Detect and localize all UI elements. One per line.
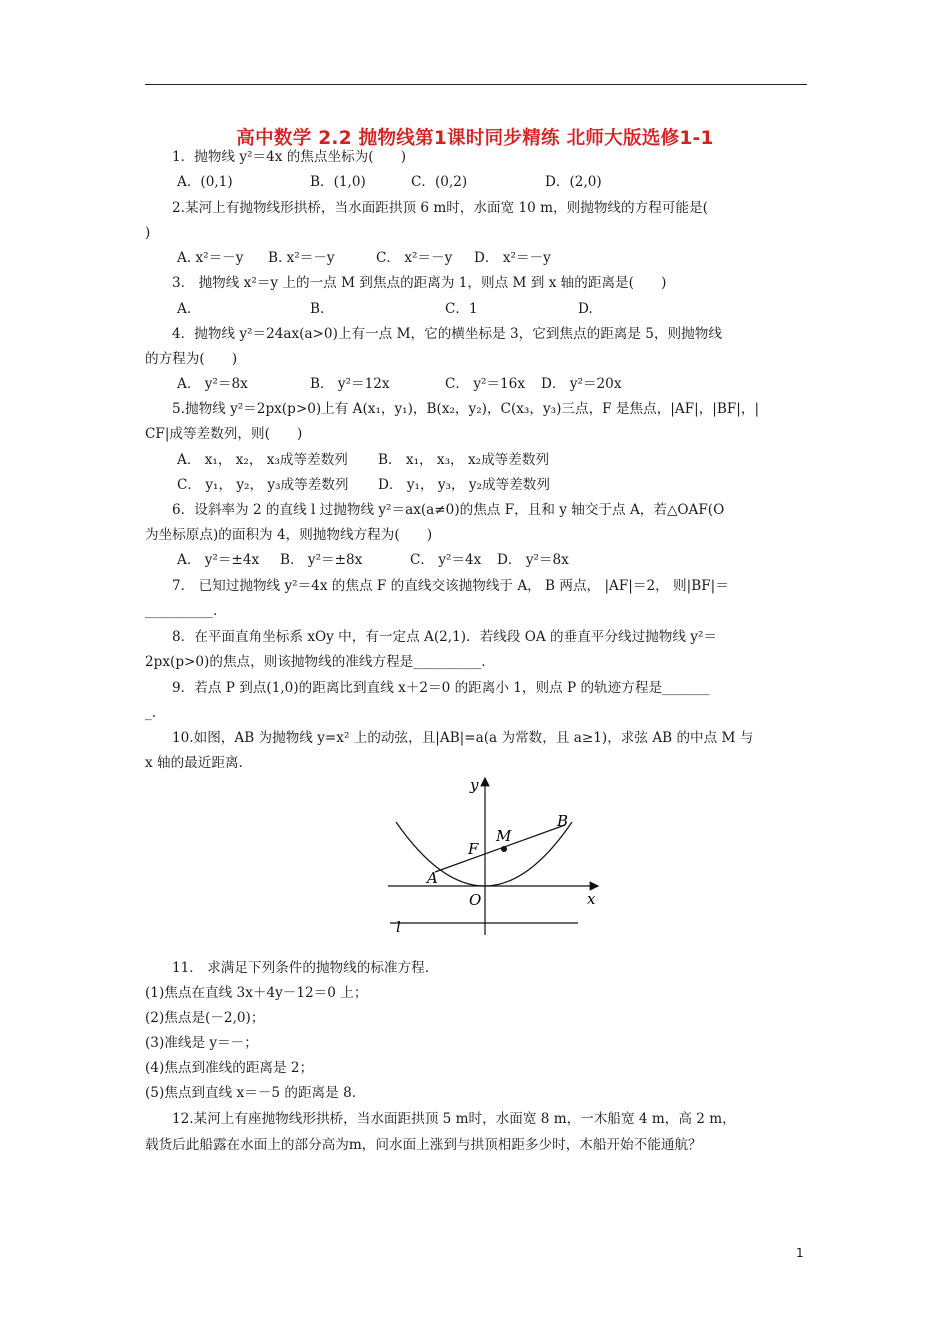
- q3-option-d: D.: [578, 301, 593, 317]
- q11-item-5: (5)焦点到直线 x＝－5 的距离是 8.: [145, 1085, 357, 1101]
- page-number: 1: [796, 1246, 804, 1260]
- question-7-text-cont: __________.: [145, 603, 218, 619]
- question-3-text: 3． 抛物线 x²＝y 上的一点 M 到焦点的距离为 1，则点 M 到 x 轴的距离是( ): [172, 275, 667, 291]
- q2-option-c: C． x²＝－y: [376, 250, 453, 266]
- q6-option-a: A． y²＝±4x: [177, 552, 260, 568]
- question-2-text: 2.某河上有抛物线形拱桥，当水面距拱顶 6 m时，水面宽 10 m，则抛物线的方程可能是(: [172, 200, 708, 216]
- question-8-text-cont: 2px(p>0)的焦点，则该抛物线的准线方程是__________.: [145, 654, 486, 670]
- q5-option-a: A． x₁， x₂， x₃成等差数列: [177, 452, 348, 468]
- question-4-text-cont: 的方程为( ): [145, 351, 238, 367]
- point-a-label: A: [427, 869, 438, 887]
- focus-f-label: F: [468, 840, 479, 858]
- point-m-label: M: [496, 827, 512, 845]
- q2-option-d: D． x²＝－y: [474, 250, 551, 266]
- q3-option-a: A.: [177, 301, 192, 317]
- q6-option-b: B． y²＝±8x: [280, 552, 363, 568]
- q5-option-d: D． y₁， y₃， y₂成等差数列: [378, 477, 550, 493]
- q11-item-4: (4)焦点到准线的距离是 2；: [145, 1060, 314, 1076]
- q11-item-2: (2)焦点是(－2,0)；: [145, 1010, 265, 1026]
- question-1-text: 1．抛物线 y²＝4x 的焦点坐标为( ): [172, 149, 407, 165]
- question-6-text-cont: 为坐标原点)的面积为 4，则抛物线方程为( ): [145, 527, 433, 543]
- question-2-text-cont: ): [145, 225, 151, 241]
- q1-option-c: C．(0,2): [411, 174, 468, 190]
- question-10-text: 10.如图，AB 为抛物线 y=x² 上的动弦，且|AB|=a(a 为常数，且 a≥1)，求弦 AB 的中点 M 与: [172, 730, 754, 746]
- question-9-text-cont: _.: [145, 705, 157, 721]
- q6-option-c: C． y²＝4x: [410, 552, 482, 568]
- q1-option-b: B．(1,0): [310, 174, 366, 190]
- header-rule: [145, 84, 807, 85]
- x-axis-label: x: [587, 890, 596, 908]
- question-7-text: 7． 已知过抛物线 y²＝4x 的焦点 F 的直线交该抛物线于 A， B 两点， |AF|＝2， 则|BF|＝: [172, 578, 729, 594]
- question-6-text: 6．设斜率为 2 的直线 l 过抛物线 y²＝ax(a≠0)的焦点 F，且和 y 轴交于点 A，若△OAF(O: [172, 502, 725, 518]
- q2-option-a: A. x²＝－y: [177, 250, 244, 266]
- q6-option-d: D． y²＝8x: [497, 552, 569, 568]
- question-5-text-cont: CF|成等差数列，则( ): [145, 426, 303, 442]
- parabola-figure: [380, 770, 610, 940]
- point-b-label: B: [557, 812, 569, 830]
- q3-option-b: B.: [310, 301, 325, 317]
- q4-option-b: B． y²＝12x: [310, 376, 390, 392]
- question-8-text: 8．在平面直角坐标系 xOy 中，有一定点 A(2,1)．若线段 OA 的垂直平分线过抛物线 y²＝: [172, 629, 718, 645]
- q5-option-c: C． y₁， y₂， y₃成等差数列: [177, 477, 349, 493]
- q11-item-3: (3)准线是 y＝－；: [145, 1035, 258, 1051]
- question-11-text: 11． 求满足下列条件的抛物线的标准方程.: [172, 960, 430, 976]
- q2-option-b: B. x²＝－y: [268, 250, 335, 266]
- question-12-text-cont: 载货后此船露在水面上的部分高为m，问水面上涨到与拱顶相距多少时，木船开始不能通航？: [145, 1137, 702, 1153]
- y-axis-label: y: [470, 776, 479, 794]
- question-4-text: 4．抛物线 y²＝24ax(a>0)上有一点 M，它的横坐标是 3，它到焦点的距离是 5，则抛物线: [172, 326, 722, 342]
- q4-option-c: C． y²＝16x: [445, 376, 526, 392]
- question-12-text: 12.某河上有座抛物线形拱桥，当水面距拱顶 5 m时，水面宽 8 m，一木船宽 4 m，高 2 m，: [172, 1111, 736, 1127]
- q3-option-c: C．1: [445, 301, 478, 317]
- q1-option-d: D．(2,0): [545, 174, 602, 190]
- q11-item-1: (1)焦点在直线 3x＋4y－12＝0 上；: [145, 985, 368, 1001]
- directrix-label: l: [396, 918, 401, 936]
- origin-label: O: [469, 891, 482, 909]
- midpoint-m: [501, 846, 507, 852]
- q5-option-b: B． x₁， x₃， x₂成等差数列: [378, 452, 550, 468]
- question-10-text-cont: x 轴的最近距离.: [145, 755, 243, 771]
- question-9-text: 9．若点 P 到点(1,0)的距离比到直线 x＋2＝0 的距离小 1，则点 P 的轨迹方程是_______: [172, 680, 710, 696]
- q1-option-a: A．(0,1): [177, 174, 233, 190]
- question-5-text: 5.抛物线 y²＝2px(p>0)上有 A(x₁，y₁)，B(x₂，y₂)，C(x₃，y₃)三点，F 是焦点，|AF|，|BF|，|: [172, 401, 760, 417]
- q4-option-a: A． y²＝8x: [177, 376, 248, 392]
- q4-option-d: D． y²＝20x: [541, 376, 622, 392]
- page-title: 高中数学 2.2 抛物线第1课时同步精练 北师大版选修1-1: [236, 128, 714, 149]
